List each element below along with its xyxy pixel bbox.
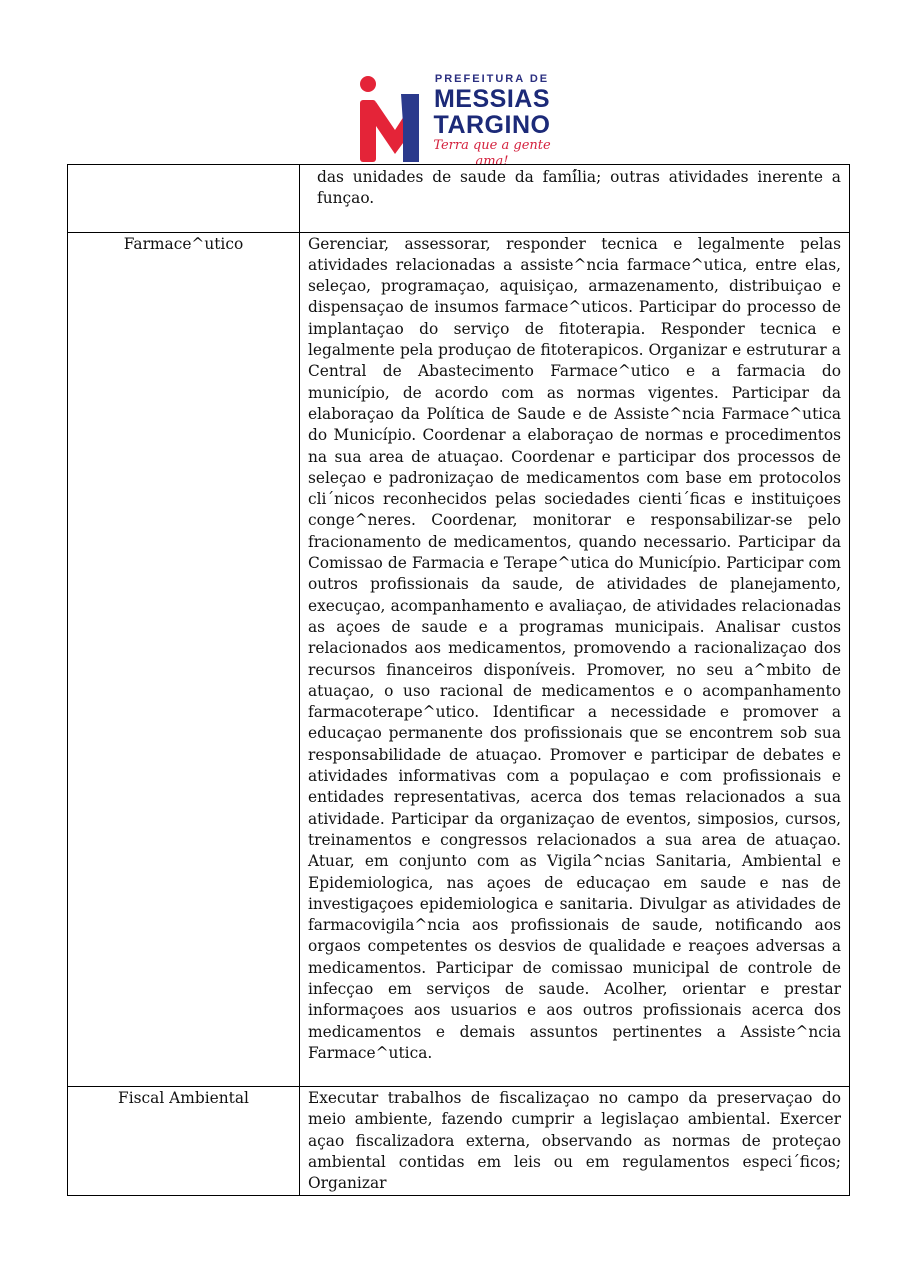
logo-m-mark-icon bbox=[357, 74, 421, 164]
logo-city-line2: TARGINO bbox=[433, 111, 551, 139]
logo-slogan: Terra que a gente ama! bbox=[433, 138, 551, 169]
table-row bbox=[68, 1087, 850, 1195]
logo-prefix: PREFEITURA DE bbox=[434, 73, 550, 85]
description-cell: Executar trabalhos de fiscalizaçao no campo da preservaçao do meio ambiente, fazendo cumprir a legislaçao ambiental. Exercer açao fiscalizadora externa, observando as normas de proteçao ambiental contidas em leis ou em regulamentos especi´ficos; Organizar bbox=[300, 1087, 850, 1195]
job-description-table bbox=[67, 164, 850, 1196]
role-cell: Fiscal Ambiental bbox=[68, 1087, 300, 1195]
table-row bbox=[68, 232, 850, 1087]
role-cell: Farmace^utico bbox=[68, 232, 300, 1087]
prefeitura-logo bbox=[357, 72, 563, 169]
table-row bbox=[68, 165, 850, 233]
description-cell: das unidades de saude da famí́lia; outras atividades inerente a funçao. bbox=[300, 165, 850, 233]
logo-city-line1: MESSIAS bbox=[433, 85, 551, 113]
description-cell: Gerenciar, assessorar, responder tecnica e legalmente pelas atividades relacionadas a assiste^ncia farmace^utica, entre elas, seleçao, programaçao, aquisiçao, armazenamento, distribuiçao e dispensaçao de insumos farmace^uticos. Participar do processo de implantaçao do serviço de fitoterapia. Responder tecnica e legalmente pela produçao de fitoterapicos. Organizar e estruturar a Central de Abastecimento Farmace^utico e a farmacia do município, de acordo com as normas vigentes. Participar da elaboraçao da Política de Saude e de Assiste^ncia Farmace^utica do Município. Coordenar a elaboraçao de normas e procedimentos na sua area de atuaçao. Coordenar e participar dos processos de seleçao e padronizaçao de medicamentos com base em protocolos cli´nicos reconhecidos pelas sociedades cienti´ficas e instituiçoes conge^neres. Coordenar, monitorar e responsabilizar-se pelo fracionamento de medicamentos, quando necessario. Participar da Comissao de Farmacia e Terape^utica do Município. Participar com outros profissionais da saude, de atividades de planejamento, execuçao, acompanhamento e avaliaçao, de atividades relacionadas as açoes de saude e a programas municipais. Analisar custos relacionados aos medicamentos, promovendo a racionalizaçao dos recursos financeiros disponíveis. Promover, no seu a^mbito de atuaçao, o uso racional de medicamentos e o acompanhamento farmacoterape^utico. Identificar a necessidade e promover a educaçao permanente dos profissionais que se encontrem sob sua responsabilidade de atuaçao. Promover e participar de debates e atividades informativas com a populaçao e com profissionais e entidades representativas, acerca dos temas relacionados a sua atividade. Participar da organizaçao de eventos, simposios, cursos, treinamentos e congressos relacionados a sua area de atuaçao. Atuar, em conjunto com as Vigila^ncias Sanitaria, Ambiental e Epidemiologica, nas açoes de educaçao em saude e nas de investigaçoes epidemiologica e sanitaria. Divulgar as atividades de farmacovigila^ncia aos profissionais de saude, notificando aos orgaos competentes os desvios de qualidade e reaçoes adversas a medicamentos. Participar de comissao municipal de controle de infecçao em serviços de saude. Acolher, orientar e prestar informaçoes aos usuarios e aos outros profissionais acerca dos medicamentos e demais assuntos pertinentes a Assiste^ncia Farmace^utica. bbox=[300, 232, 850, 1087]
role-cell bbox=[68, 165, 300, 233]
